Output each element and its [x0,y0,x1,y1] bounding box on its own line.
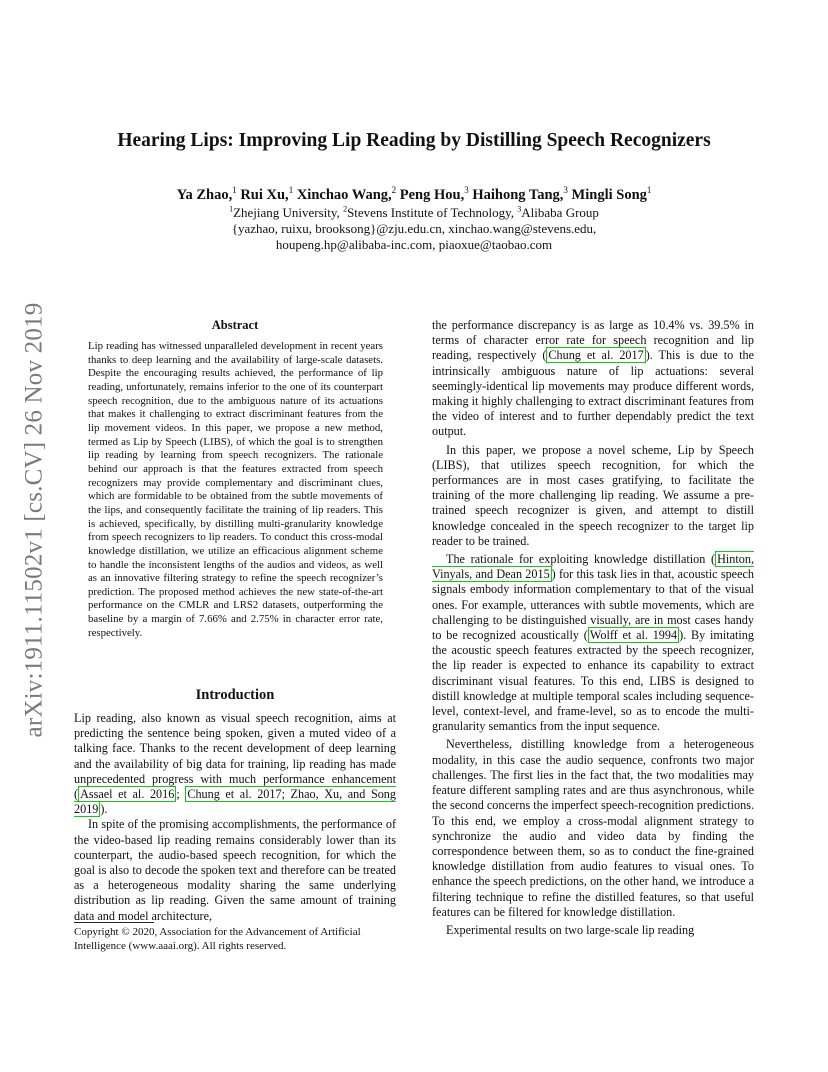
author: Peng Hou,$^3$ [399,185,469,203]
paragraph: Lip reading, also known as visual speech recognition, aims at predicting the sentence being spoken, given a muted video of a talking face. Thanks to the recent development of deep learning and the availability of big data for training, lip reading has made unprecedented progress with much performance enhancement ( Assael et al. 2016 ; Chung et al. 2017; Zhao, Xu, and Song 2019 ). [74,711,396,817]
arxiv-stamp-text: arXiv:1911.11502v1 [cs.CV] 26 Nov 2019 [20,302,47,738]
citation-link[interactable]: Chung et al. 2017; Zhao, Xu, and Song 2019 [74,787,396,817]
paragraph: The rationale for exploiting knowledge distillation ( Hinton, Vinyals, and Dean 2015 ) for this task lies in that, acoustic speech signals embody information complementary to that of the visual ones. For example, utterances with subtle movements, which are challenging to be distinguished visually, are in most cases handy to be recognized acoustically ( Wolff et al. 1994 ). By imitating the acoustic speech features extracted by the speech recognizer, the lip reader is expected to enhance its capability to extract discriminant visual features. To this end, LIBS is designed to distill knowledge at multiple temporal scales including sequence-level, context-level, and frame-level, so as to encode the multi-granularity semantics from the input sequence. [432,552,754,734]
author-list [0,187,828,204]
author-emails: {yazhao, ruixu, brooksong}@zju.edu.cn, xinchao.wang@stevens.edu, [231,221,597,236]
author: Mingli Song$^1$ [571,185,652,203]
paragraph: Experimental results on two large-scale lip reading [446,922,695,937]
introduction-heading: Introduction [195,687,275,703]
footnote-rule [74,922,154,923]
author: Haihong Tang,$^3$ [472,185,568,203]
author: Rui Xu,$^1$ [240,185,294,203]
paragraph: Nevertheless, distilling knowledge from a heterogeneous modality, in this case the audio sequence, confronts two major challenges. The first lies in the fact that, the two modalities may feature different sampling rates and are thus asynchronous, while the second concerns the imperfect speech-recognition predictions. To this end, we employ a cross-modal alignment strategy to synchronize the audio and video data by finding the correspondence between them, so as to conduct the fine-grained knowledge distillation from audio features to visual ones. To enhance the speech predictions, on the other hand, we introduce a filtering technique to refine the distilled features, so that useful features can be filtered for knowledge distillation. [432,737,754,919]
arxiv-stamp [22,280,46,760]
author-emails: houpeng.hp@alibaba-inc.com, piaoxue@taobao.com [275,237,553,252]
paragraph: In spite of the promising accomplishments, the performance of the video-based lip reading remains considerably lower than its counterpart, the audio-based speech recognition, for which the goal is also to decode the spoken text and therefore can be treated as a heterogeneous modality sharing the same underlying distribution as lip reading. Given the same amount of training data and model architecture, [74,817,396,923]
paragraph: In this paper, we propose a novel scheme, Lip by Speech (LIBS), that utilizes speech recognition, for which the performances are in most cases gratifying, to facilitate the training of the more challenging lip reading. We assume a pre-trained speech recognizer is given, and attempt to distill knowledge concealed in the speech recognizer to the target lip reader to be trained. [432,442,754,548]
author: Ya Zhao,$^1$ [176,185,237,203]
abstract-heading: Abstract [211,318,259,332]
abstract-text: Lip reading has witnessed unparalleled development in recent years thanks to deep learning and the availability of large-scale datasets. Despite the encouraging results achieved, the performance of lip reading, unfortunately, remains inferior to the one of its counterpart speech recognition, due to the ambiguous nature of its actuations that makes it challenging to extract discriminant features from the lip movement videos. In this paper, we propose a new method, termed as Lip by Speech (LIBS), of which the goal is to strengthen lip reading by learning from speech recognizers. The rationale behind our approach is that the features extracted from speech recognizers may provide complementary and discriminant clues, which are formidable to be obtained from the subtle movements of the lips, and consequently facilitate the training of lip readers. This is achieved, specifically, by distilling multi-granularity knowledge from speech recognizers to lip readers. To conduct this cross-modal knowledge distillation, we utilize an efficacious alignment scheme to handle the inconsistent lengths of the audios and videos, as well as an innovative filtering strategy to refine the speech recognizer’s prediction. The proposed method achieves the new state-of-the-art performance on the CMLR and LRS2 datasets, outperforming the baseline by a margin of 7.66% and 2.75% in character error rate, respectively. [88,340,383,639]
citation-link[interactable]: Assael et al. 2016 [80,787,175,802]
paragraph: the performance discrepancy is as large as 10.4% vs. 39.5% in terms of character error rate for speech recognition and lip reading, respectively ( Chung et al. 2017 ). This is due to the intrinsically ambiguous nature of lip actuations: several seemingly-identical lip movements may produce different words, making it highly challenging to extract discriminant features from the video of interest and to further dependably predict the text output. [432,318,754,439]
citation-link[interactable]: Wolff et al. 1994 [589,628,678,643]
right-column-body [432,318,754,938]
affiliations: $^1$Zhejiang University, $^2$Stevens Institute of Technology, $^3$Alibaba Group [229,204,599,220]
citation-link[interactable]: Chung et al. 2017 [548,348,644,363]
paper-title: Hearing Lips: Improving Lip Reading by Distilling Speech Recognizers [117,130,711,151]
copyright-notice: Copyright © 2020, Association for the Advancement of Artificial Intelligence (www.aaai.org). All rights reserved. [74,926,361,952]
citation-link[interactable]: Hinton, Vinyals, and Dean 2015 [432,552,754,582]
author: Xinchao Wang,$^2$ [296,185,397,203]
left-column-body [74,711,396,924]
